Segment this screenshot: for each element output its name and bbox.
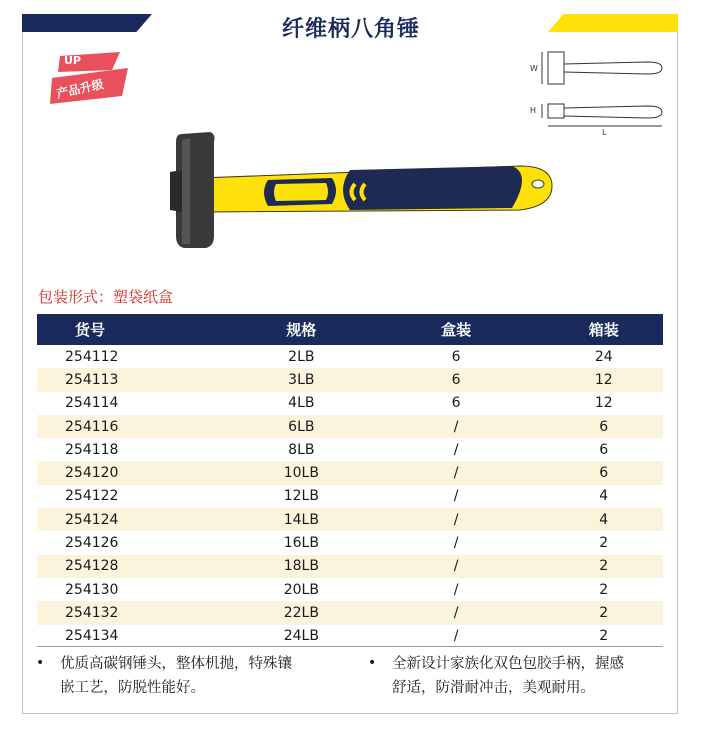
cell-box: /: [453, 535, 459, 552]
cell-spec: 14LB: [235, 508, 368, 531]
table-row: [37, 438, 663, 461]
cell-carton: 12: [594, 395, 613, 412]
cell-carton: 4: [545, 508, 663, 531]
cell-carton: 12: [545, 368, 663, 391]
width-label: W: [530, 64, 538, 73]
cell-spec: 4LB: [288, 395, 315, 412]
cell-spec: 24LB: [283, 628, 319, 645]
cell-box: /: [453, 628, 459, 645]
cell-carton: 2: [545, 555, 663, 578]
table-row: [37, 345, 663, 368]
cell-carton: 24: [594, 348, 613, 365]
cell-box: /: [453, 581, 459, 598]
table-row: [37, 555, 663, 578]
bullet-right: •: [368, 655, 377, 671]
cell-item-no: 254114: [65, 395, 119, 412]
cell-box: 6: [451, 348, 461, 365]
table-row: [37, 415, 663, 438]
cell-item-no: 254120: [37, 461, 235, 484]
feature-right: [392, 652, 672, 700]
table-row: [37, 392, 663, 415]
cell-spec: 6LB: [235, 415, 368, 438]
cell-box: /: [368, 555, 545, 578]
cell-spec: 16LB: [283, 535, 319, 552]
feature-left-line-1: 优质高碳钢锤头，整体机抛，特殊镶: [60, 656, 292, 672]
cell-box: 6: [451, 395, 461, 412]
cell-carton: 6: [599, 441, 609, 458]
table-bottom-rule: [37, 646, 663, 647]
cell-carton: 6: [545, 461, 663, 484]
cell-spec: 2LB: [288, 348, 315, 365]
table-row: [37, 625, 663, 648]
dimension-diagram: [528, 46, 668, 142]
cell-box: /: [368, 415, 545, 438]
cell-item-no: 254113: [37, 368, 235, 391]
cell-item-no: 254122: [65, 488, 119, 505]
cell-spec: 8LB: [288, 441, 315, 458]
hammer-image: [160, 126, 560, 256]
table-row: [37, 531, 663, 554]
badge-upper-text: UP: [64, 54, 81, 67]
bullet-left: •: [36, 655, 45, 671]
cell-carton: 2: [599, 535, 609, 552]
header-spec: 规格: [235, 314, 368, 345]
cell-spec: 22LB: [235, 601, 368, 624]
cell-spec: 20LB: [283, 581, 319, 598]
cell-spec: 3LB: [235, 368, 368, 391]
cell-item-no: 254134: [65, 628, 119, 645]
upgrade-badge: [50, 52, 138, 108]
height-label: H: [530, 106, 537, 115]
table-row: [37, 368, 663, 391]
cell-item-no: 254128: [37, 555, 235, 578]
cell-item-no: 254112: [65, 348, 119, 365]
cell-item-no: 254124: [37, 508, 235, 531]
feature-right-line-2: 舒适，防滑耐冲击，美观耐用。: [392, 680, 595, 696]
cell-spec: 18LB: [235, 555, 368, 578]
cell-carton: 2: [599, 581, 609, 598]
table-row: [37, 508, 663, 531]
cell-carton: 2: [545, 601, 663, 624]
feature-left: [60, 652, 360, 700]
cell-item-no: 254132: [37, 601, 235, 624]
cell-carton: 6: [545, 415, 663, 438]
page-title: 纤维柄八角锤: [281, 17, 420, 42]
packaging-label: 包装形式：塑袋纸盒: [38, 288, 174, 306]
cell-carton: 2: [599, 628, 609, 645]
cell-box: /: [368, 601, 545, 624]
cell-spec: 12LB: [283, 488, 319, 505]
cell-box: /: [368, 508, 545, 531]
feature-right-line-1: 全新设计家族化双色包胶手柄，握感: [392, 656, 624, 672]
cell-box: /: [453, 441, 459, 458]
cell-carton: 4: [599, 488, 609, 505]
cell-item-no: 254118: [65, 441, 119, 458]
feature-left-line-2: 嵌工艺，防脱性能好。: [60, 680, 205, 696]
length-label: L: [602, 128, 607, 137]
header-item-no: 货号: [37, 314, 235, 345]
header-box-pack: 盒装: [368, 314, 545, 345]
cell-item-no: 254126: [65, 535, 119, 552]
cell-box: /: [453, 488, 459, 505]
badge-lower-text: 产品升级: [55, 77, 106, 101]
cell-item-no: 254116: [37, 415, 235, 438]
table-header-row: [37, 314, 663, 345]
header-carton-pack: 箱装: [545, 314, 663, 345]
cell-box: /: [368, 461, 545, 484]
table-row: [37, 601, 663, 624]
table-row: [37, 461, 663, 484]
cell-item-no: 254130: [65, 581, 119, 598]
table-row: [37, 485, 663, 508]
table-row: [37, 578, 663, 601]
cell-spec: 10LB: [235, 461, 368, 484]
cell-box: 6: [368, 368, 545, 391]
spec-table: [37, 314, 663, 648]
